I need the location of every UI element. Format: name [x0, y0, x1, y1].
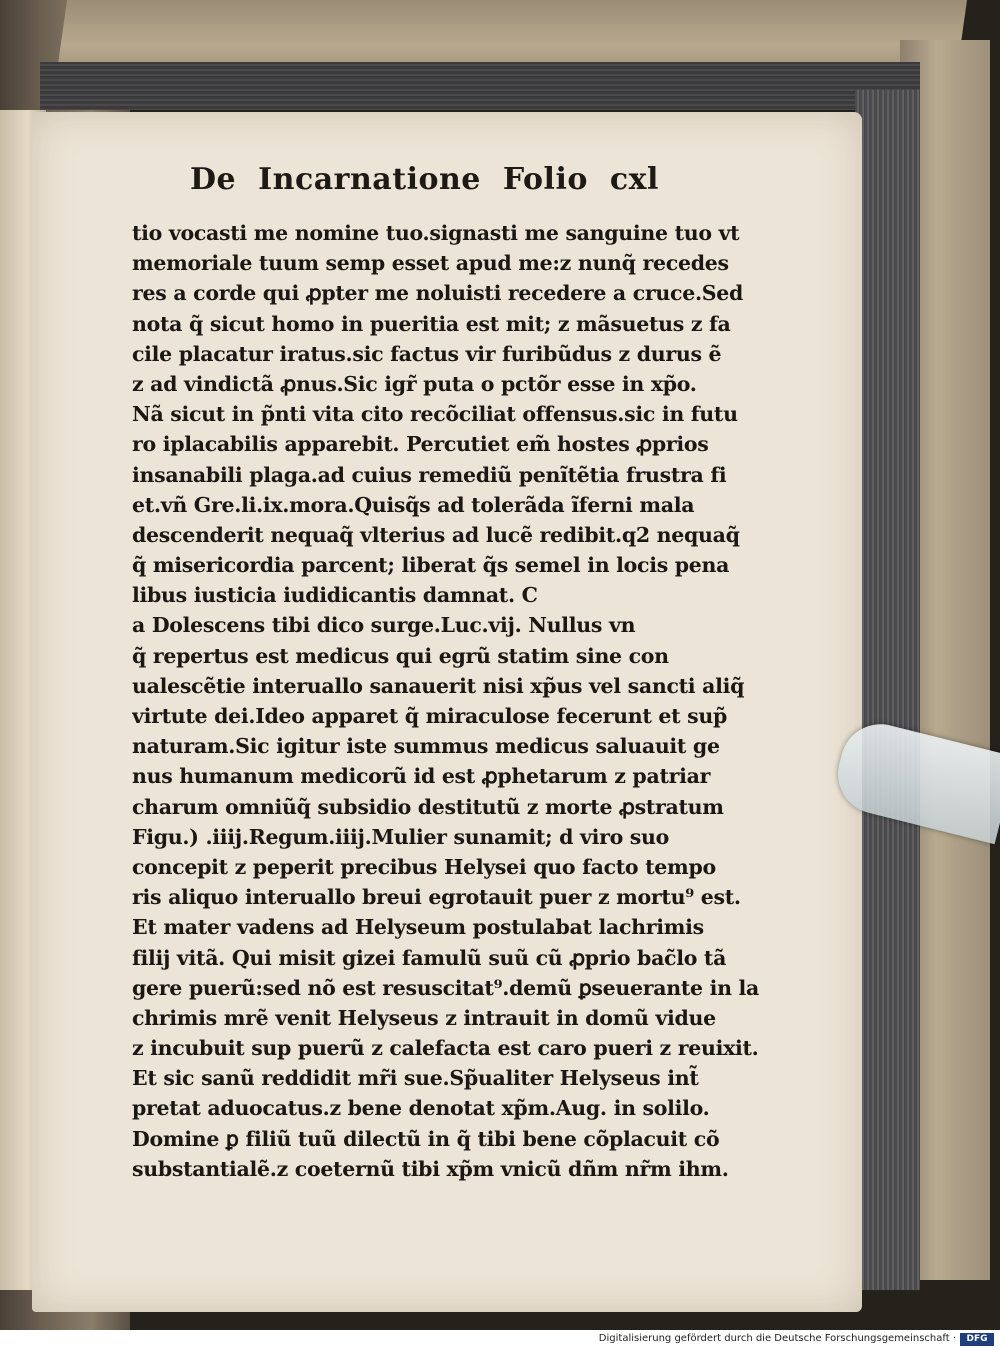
text-line: res a corde qui ꝓpter me noluisti recedere a cruce.Sed [132, 281, 744, 306]
text-line: concepit z peperit precibus Helysei quo facto tempo [132, 854, 716, 879]
text-line: tio vocasti me nomine tuo.signasti me sanguine tuo vt [132, 221, 740, 245]
header-title-de: De [190, 162, 237, 197]
dfg-logo: DFG [960, 1333, 994, 1346]
text-line: ualescẽtie interuallo sanauerit nisi xp̃us vel sancti aliq̃ [132, 673, 745, 698]
footer-credit: Digitalisierung gefördert durch die Deutsche Forschungsgemeinschaft · [598, 1333, 956, 1344]
text-line: cile placatur iratus.sic factus vir furibũdus z durus ẽ [132, 341, 722, 366]
text-line: nus humanum medicorũ id est ꝓphetarum z patriar [132, 764, 711, 789]
running-header [190, 162, 710, 197]
text-line: gere puerũ:sed nõ est resuscitat⁹.demũ ꝑseuerante in la [132, 975, 759, 1000]
text-line: a Dolescens tibi dico surge.Luc.vij. Nullus vn [132, 613, 636, 638]
page-edges-right [855, 90, 920, 1290]
text-line: insanabili plaga.ad cuius remediũ penĩtẽtia frustra fi [132, 462, 727, 487]
text-line: virtute dei.Ideo apparet q̃ miraculose fecerunt et sup̃ [132, 704, 728, 728]
text-line: descenderit nequaq̃ vlterius ad lucẽ redibit.q2 nequaq̃ [132, 522, 740, 547]
text-line: Nã sicut in p̃nti vita cito recõciliat offensus.sic in futu [132, 402, 738, 427]
body-text [132, 218, 772, 1184]
text-line: Domine ꝑ filiũ tuũ dilectũ in q̃ tibi bene cõplacuit cõ [132, 1126, 720, 1151]
header-title-incarnatione: Incarnatione [258, 162, 481, 197]
text-line: z ad vindictã ꝓnus.Sic igr̃ puta o pctõr esse in xp̃o. [132, 371, 697, 396]
text-line: ro iplacabilis apparebit. Percutiet em̃ hostes ꝓprios [132, 432, 709, 457]
text-line: substantialẽ.z coeternũ tibi xp̃m vnicũ dñm nr̃m ihm. [132, 1156, 729, 1181]
text-line: charum omniũq̃ subsidio destitutũ z morte ꝓstratum [132, 794, 724, 819]
header-folio-number: cxl [609, 162, 659, 197]
text-line: z incubuit sup puerũ z calefacta est caro pueri z reuixit. [132, 1036, 759, 1061]
text-line: memoriale tuum semp esset apud me:z nunq̃ recedes [132, 251, 729, 276]
page-edges-top [40, 62, 920, 110]
text-line: Figu.) .iiij.Regum.iiij.Mulier sunamit; d viro suo [132, 824, 670, 849]
text-line: Et sic sanũ reddidit mr̃i sue.Sp̃ualiter Helyseus int̃ [132, 1066, 699, 1091]
header-folio-label: Folio [502, 162, 588, 197]
text-line: q̃ misericordia parcent; liberat q̃s semel in locis pena [132, 553, 730, 578]
text-line: pretat aduocatus.z bene denotat xp̃m.Aug. in solilo. [132, 1096, 710, 1121]
text-line: Et mater vadens ad Helyseum postulabat lachrimis [132, 915, 704, 940]
text-line: nota q̃ sicut homo in pueritia est mit; z mãsuetus z fa [132, 311, 731, 336]
text-line: et.vñ Gre.li.ix.mora.Quisq̃s ad tolerãda ĩferni mala [132, 492, 695, 517]
text-line: naturam.Sic igitur iste summus medicus saluauit ge [132, 734, 720, 759]
text-line: filij vitã. Qui misit gizei famulũ suũ cũ ꝓprio bac̃lo tã [132, 945, 727, 970]
text-line: libus iusticia iudidicantis damnat. C [132, 583, 538, 608]
text-line: chrimis mrẽ venit Helyseus z intrauit in domũ vidue [132, 1005, 716, 1030]
text-line: q̃ repertus est medicus qui egrũ statim sine con [132, 643, 669, 668]
text-line: ris aliquo interuallo breui egrotauit puer z mortu⁹ est. [132, 885, 741, 910]
